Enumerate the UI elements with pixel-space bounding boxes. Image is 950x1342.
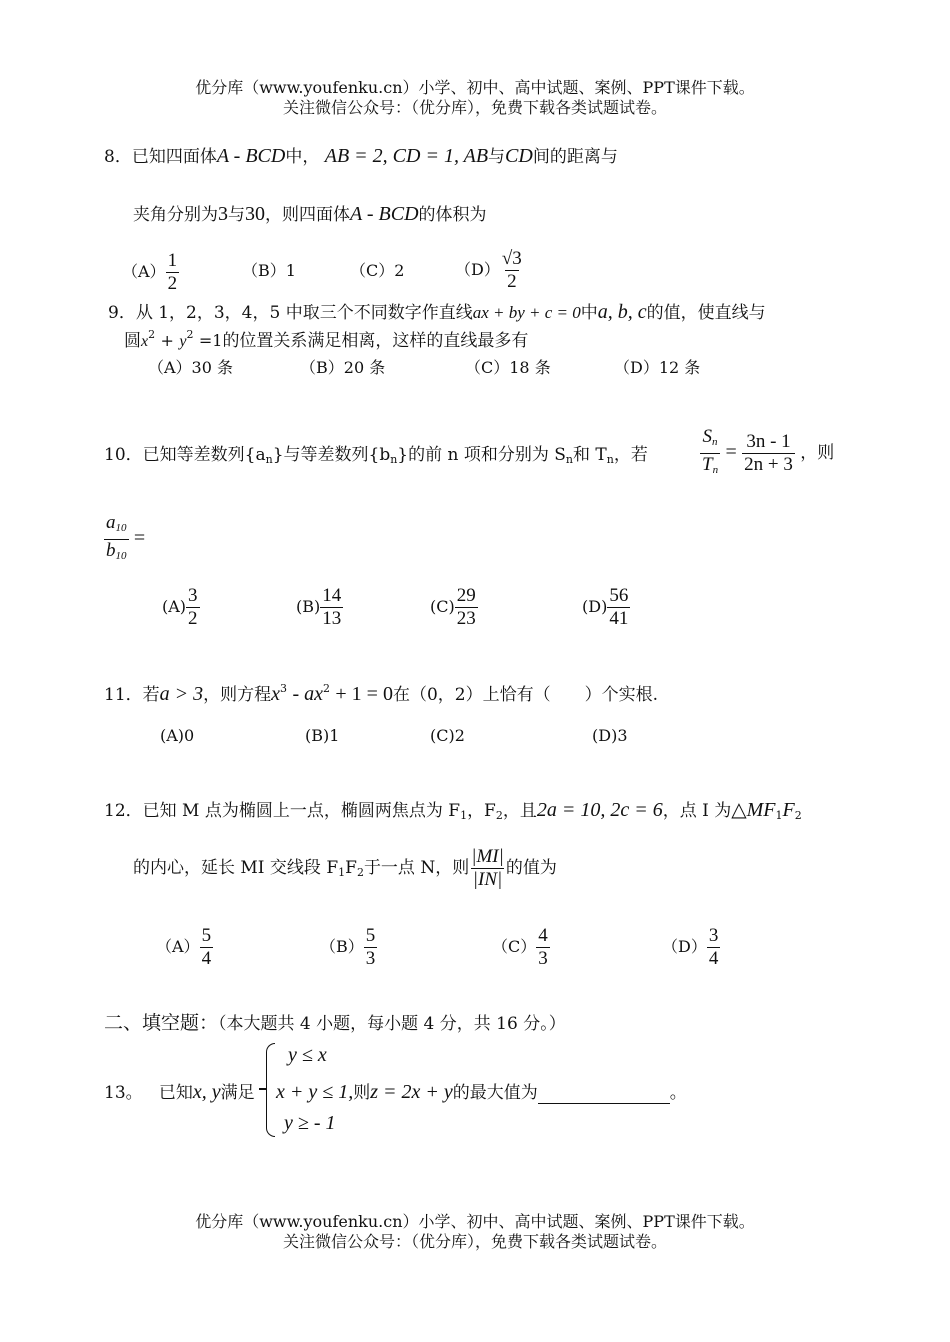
q12-text: 的值为 — [505, 858, 557, 878]
q9-math: y — [179, 333, 187, 350]
q8-text: 间的距离与 — [532, 147, 618, 167]
option-fraction: $\frac{56}{41}$ — [609, 585, 629, 629]
question-9-line-2 — [124, 326, 528, 351]
q13-constraint-2-line — [276, 1078, 687, 1104]
option-label: （A） — [122, 262, 166, 281]
q10-subscript: n — [565, 453, 574, 466]
q11-math: + 1 = 0 — [335, 683, 393, 705]
q8-option-a — [122, 250, 179, 295]
option-label: (B) — [296, 597, 321, 616]
q8-math: CD — [505, 145, 533, 167]
q12-number: 12． — [104, 801, 143, 821]
option-label: （C） — [492, 937, 537, 956]
option-label: (A) — [162, 597, 187, 616]
option-label: (D) — [582, 597, 608, 616]
option-fraction: $\frac{14}{13}$ — [322, 585, 342, 629]
q12-text: ，点 I 为 — [662, 801, 732, 821]
q13-math: y ≥ - 1 — [284, 1112, 336, 1134]
q9-text: 圆 — [124, 331, 141, 351]
answer-blank[interactable] — [538, 1085, 670, 1104]
header-line-2: 关注微信公众号：（优分库），免费下载各类试题试卷。 — [282, 98, 667, 117]
option-fraction: $\frac{5}{3}$ — [365, 925, 376, 969]
question-8-line-1 — [104, 142, 618, 168]
section-title: 二、填空题： — [104, 1012, 219, 1034]
q13-math: x, y — [192, 1081, 221, 1103]
option-label: （B） — [242, 261, 286, 280]
question-12-line-1 — [104, 796, 802, 822]
option-label: （A） — [156, 937, 200, 956]
q8-math: A - BCD — [216, 145, 286, 167]
q10-text: ，若 — [613, 445, 648, 465]
q12-triangle: △MF — [731, 799, 776, 821]
q12-option-c — [492, 925, 550, 970]
q11-text: ，则方程 — [203, 685, 272, 705]
q8-text: ，则四面体 — [265, 205, 350, 225]
q12-text: 的内心，延长 MI 交线段 F — [133, 858, 339, 878]
q12-subscript: 1 — [338, 866, 346, 879]
q9-option-a: （A）30 条 — [148, 358, 234, 377]
option-label: （D） — [455, 260, 500, 279]
q10-text: 和 T — [573, 445, 607, 465]
option-label: （B） — [320, 937, 364, 956]
q12-text: ，且 — [502, 801, 537, 821]
q12-subscript: 1 — [775, 809, 783, 822]
q10-equals: = — [725, 441, 737, 463]
q10-ratio-formula — [700, 426, 834, 481]
q12-text: F — [345, 858, 357, 878]
option-value: 2 — [394, 261, 405, 280]
q13-text: 。 — [669, 1083, 687, 1103]
q9-exponent: 2 — [186, 328, 194, 341]
q10-option-a — [162, 585, 200, 630]
question-12-line-2 — [133, 846, 557, 891]
q9-math: + — [160, 331, 174, 350]
q8-option-d — [455, 248, 524, 293]
q10-subscript: n — [265, 453, 273, 466]
footer-line-2: 关注微信公众号：（优分库），免费下载各类试题试卷。 — [282, 1232, 667, 1251]
q13-number: 13。 — [104, 1083, 143, 1103]
q11-exponent: 3 — [280, 682, 288, 695]
question-10-line-1 — [104, 440, 648, 466]
q8-math: AB = 2, CD = 1, AB — [324, 145, 489, 167]
q8-option-c — [350, 258, 404, 281]
q10-ratio-right: $\frac{3n - 1}{2n + 3}$ — [744, 431, 793, 475]
footer-line-1: 优分库（www.youfenku.cn）小学、初中、高中试题、案例、PPT课件下载。 — [195, 1212, 755, 1231]
q8-value: 30 — [245, 203, 265, 225]
q11-text: 若 — [142, 685, 160, 705]
option-label: （C） — [350, 261, 395, 280]
q11-exponent: 2 — [322, 682, 330, 695]
q12-condition: 2a = 10, 2c = 6 — [536, 799, 663, 821]
q10-text: }与等差数列{b — [272, 445, 391, 465]
q12-option-a — [156, 925, 213, 970]
q9-option-c: （C）18 条 — [465, 358, 551, 377]
option-fraction: $\frac{1}{2}$ — [167, 250, 178, 294]
question-8-line-2 — [133, 200, 487, 226]
option-label: (C) — [430, 597, 455, 616]
q10-ratio-left: $\frac{S_n}{T_n}$ — [700, 426, 720, 481]
q12-triangle: F — [782, 799, 795, 821]
q12-subscript: 2 — [356, 866, 364, 879]
q12-text: 于一点 N，则 — [363, 858, 470, 878]
q9-math: =1 — [198, 331, 223, 350]
q11-condition: a > 3 — [159, 683, 204, 705]
q13-text: 的最大值为 — [452, 1083, 538, 1103]
q9-math: x — [141, 333, 149, 350]
q9-equation: ax + by + c = 0 — [472, 303, 581, 322]
q11-option-a: (A)0 — [160, 726, 195, 745]
q10-equals: = — [133, 527, 146, 549]
q9-text: 的位置关系满足相离，这样的直线最多有 — [222, 331, 529, 351]
option-fraction: $\frac{3}{4}$ — [708, 925, 719, 969]
option-fraction: $\frac{29}{23}$ — [456, 585, 476, 629]
q8-text: 与 — [488, 147, 506, 167]
q13-text: 满足 — [220, 1083, 255, 1103]
q10-option-b — [296, 585, 343, 630]
q9-number: 9． — [108, 303, 136, 323]
q11-option-b: (B)1 — [305, 726, 340, 745]
q12-subscript: 2 — [495, 809, 503, 822]
q8-option-b — [242, 258, 296, 281]
q10-option-d — [582, 585, 630, 630]
q8-text: 已知四面体 — [131, 147, 217, 167]
q12-text: 已知 M 点为椭圆上一点，椭圆两焦点为 F — [142, 801, 461, 821]
q12-subscript: 2 — [794, 809, 802, 822]
q11-number: 11． — [104, 685, 143, 705]
q12-option-d — [662, 925, 720, 970]
q10-text: }的前 n 项和分别为 S — [397, 445, 566, 465]
option-fraction: $\frac{4}{3}$ — [538, 925, 548, 969]
q8-math: A - BCD — [350, 203, 419, 225]
q9-option-d: （D）12 条 — [614, 358, 701, 377]
q13-text: 则 — [353, 1083, 371, 1103]
q11-math: - ax — [292, 683, 323, 705]
q9-exponent: 2 — [148, 328, 156, 341]
header-line-1: 优分库（www.youfenku.cn）小学、初中、高中试题、案例、PPT课件下载。 — [195, 78, 755, 97]
q12-subscript: 1 — [460, 809, 468, 822]
q10-asked-ratio — [104, 512, 145, 567]
q12-text: ，F — [467, 801, 496, 821]
option-fraction: $\frac{5}{4}$ — [201, 925, 212, 969]
q13-math: x + y ≤ 1, — [276, 1081, 354, 1103]
q11-math: x — [271, 683, 281, 705]
q13-text: 已知 — [158, 1083, 193, 1103]
q9-text: 从 1，2，3，4，5 中取三个不同数字作直线 — [135, 303, 473, 323]
option-label: （D） — [662, 937, 707, 956]
option-fraction: $\frac{√3}{2}$ — [501, 248, 522, 292]
q13-math: y ≤ x — [288, 1044, 327, 1066]
option-fraction: $\frac{3}{2}$ — [188, 585, 198, 629]
q12-ratio: $\frac{|MI|}{|IN|}$ — [471, 846, 504, 890]
q8-text: 的体积为 — [418, 205, 487, 225]
q8-text: 与 — [228, 205, 245, 225]
q12-option-b — [320, 925, 377, 970]
q13-constraint-1 — [288, 1044, 327, 1067]
system-brace — [266, 1043, 275, 1137]
q13-constraint-3 — [284, 1112, 336, 1135]
q11-text: 在（0，2）上恰有（ ）个实根. — [392, 685, 658, 705]
section-2-heading — [104, 1008, 566, 1035]
q10-subscript: n — [390, 453, 398, 466]
question-9-line-1 — [108, 298, 766, 324]
q10-option-c — [430, 585, 478, 630]
q10-text: 已知等差数列{a — [142, 445, 266, 465]
q9-option-b: （B）20 条 — [300, 358, 386, 377]
q8-value: 3 — [218, 203, 228, 225]
q10-subscript: n — [606, 453, 614, 466]
q8-number: 8． — [104, 147, 132, 167]
q13-objective: z = 2x + y — [370, 1081, 453, 1103]
section-note: （本大题共 4 小题，每小题 4 分，共 16 分。） — [218, 1014, 566, 1034]
question-11-line-1 — [104, 680, 658, 706]
q10-number: 10． — [104, 445, 143, 465]
q9-text: 中 — [580, 303, 598, 323]
q11-option-d: (D)3 — [592, 726, 628, 745]
q8-text: 中， — [285, 147, 320, 167]
question-13-line — [104, 1078, 255, 1104]
option-value: 1 — [285, 261, 296, 280]
q10-text: ，则 — [800, 443, 835, 463]
q9-math: a, b, c — [597, 301, 647, 323]
q9-text: 的值，使直线与 — [646, 303, 766, 323]
q11-option-c: (C)2 — [430, 726, 465, 745]
q10-ask-fraction: $\frac{a_{10}}{b_{10}}$ — [104, 512, 129, 567]
q8-text: 夹角分别为 — [133, 205, 218, 225]
